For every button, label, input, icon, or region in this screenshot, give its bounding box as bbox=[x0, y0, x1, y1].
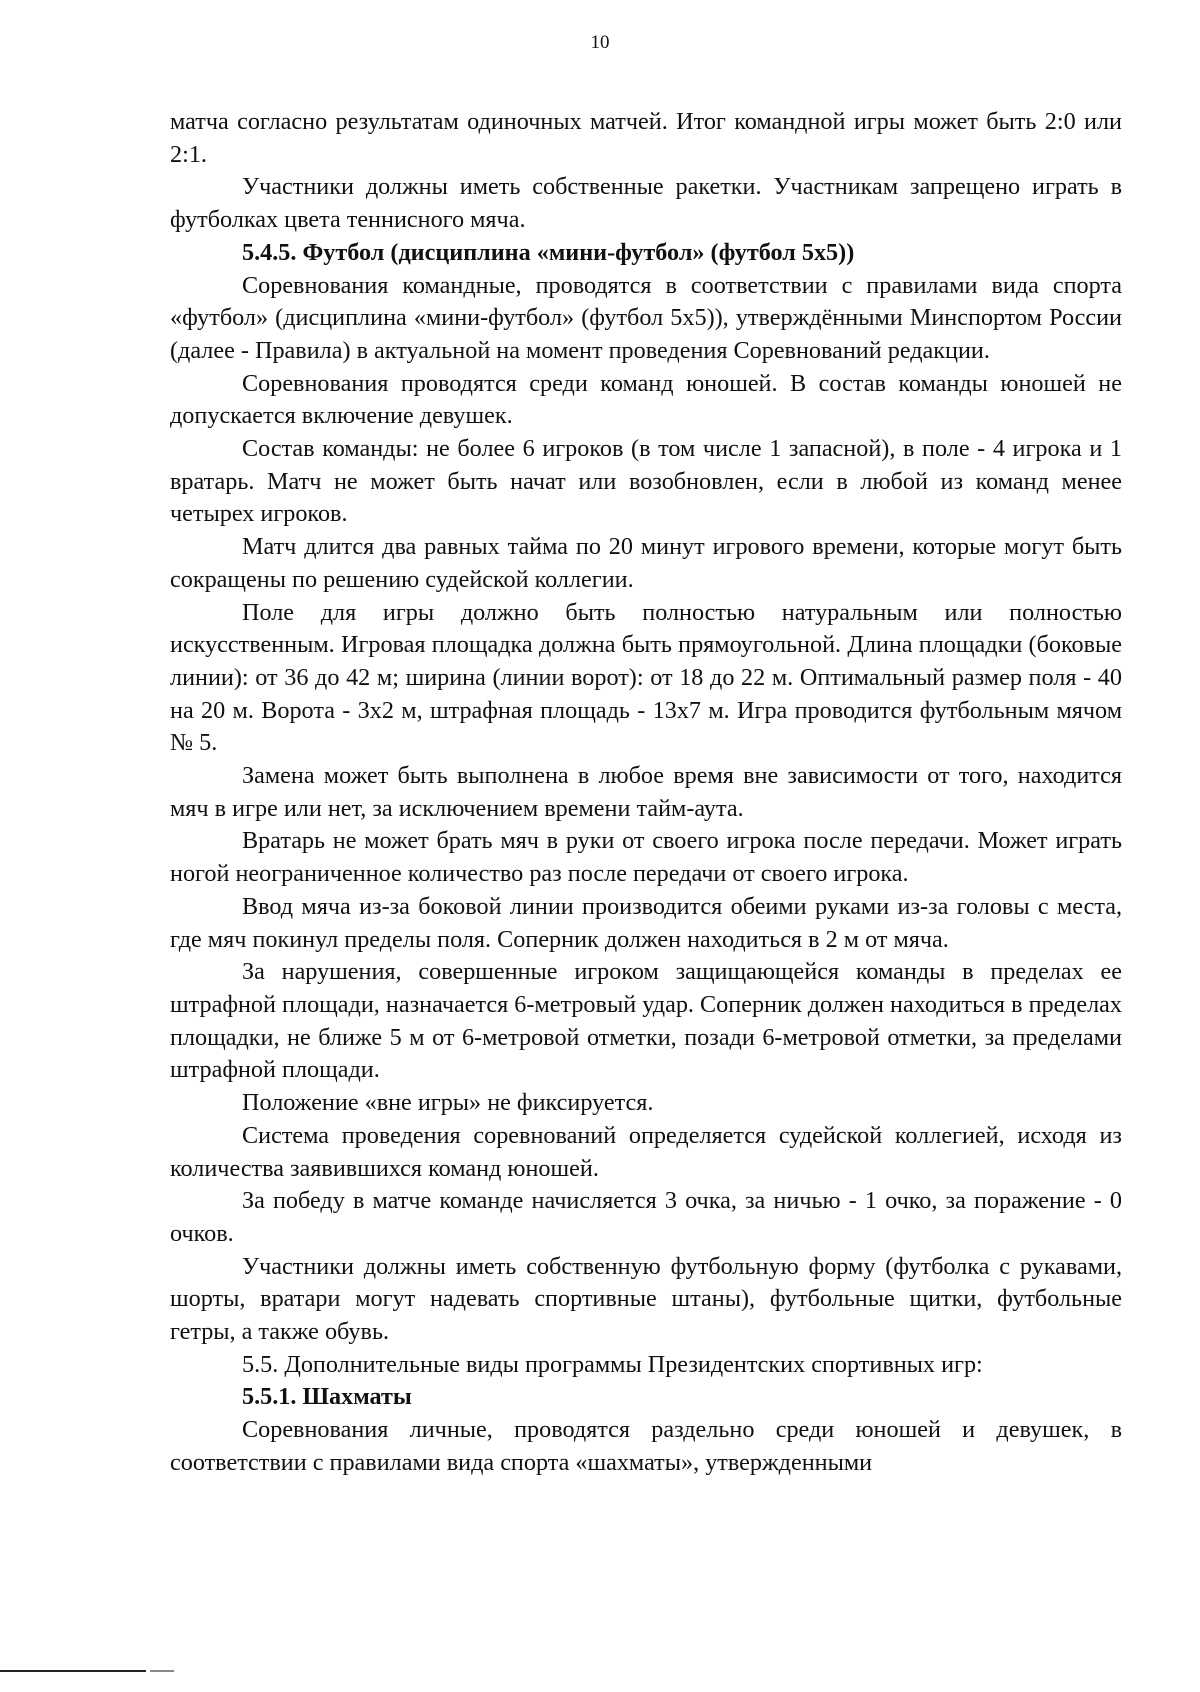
document-body bbox=[170, 106, 1122, 1480]
section-heading-football: 5.4.5. Футбол (дисциплина «мини-футбол» (футбол 5х5)) bbox=[242, 238, 855, 266]
paragraph-goalkeeper: Вратарь не может брать мяч в руки от своего игрока после передачи. Может играть ногой неограниченное количество раз после передачи от своего игрока. bbox=[170, 827, 1122, 888]
paragraph-penalty: За нарушения, совершенные игроком защищающейся команды в пределах ее штрафной площади, назначается 6-метровый удар. Соперник должен находиться в пределах площадки, не ближе 5 м от 6-метровой отметки, позади 6-метровой отметки, за пределами штрафной площади. bbox=[170, 958, 1122, 1084]
paragraph-match-duration: Матч длится два равных тайма по 20 минут игрового времени, которые могут быть сокращены по решению судейской коллегии. bbox=[170, 533, 1122, 593]
paragraph-substitution: Замена может быть выполнена в любое время вне зависимости от того, находится мяч в игре или нет, за исключением времени тайм-аута. bbox=[170, 762, 1122, 822]
page-number: 10 bbox=[590, 32, 610, 53]
paragraph-football-rules: Соревнования командные, проводятся в соответствии с правилами вида спорта «футбол» (дисциплина «мини-футбол» (футбол 5х5)), утверждёнными Минспортом России (далее - Правила) в актуальной на момент проведения Соревнований редакции. bbox=[170, 271, 1122, 364]
paragraph-field-size: Поле для игры должно быть полностью натуральным или полностью искусственным. Игровая площадка должна быть прямоугольной. Длина площадки (боковые линии): от 36 до 42 м; ширина (линии ворот): от 18 до 22 м. Оптимальный размер поля - 40 на 20 м. Ворота - 3х2 м, штрафная площадь - 13х7 м. Игра проводится футбольным мячом № 5. bbox=[170, 598, 1122, 757]
paragraph-match-result: матча согласно результатам одиночных матчей. Итог командной игры может быть 2:0 или 2:1. bbox=[170, 108, 1122, 168]
paragraph-team-composition: Состав команды: не более 6 игроков (в том числе 1 запасной), в поле - 4 игрока и 1 вратарь. Матч не может быть начат или возобновлен, если в любой из команд менее четырех игроков. bbox=[170, 435, 1122, 528]
paragraph-throw-in: Ввод мяча из-за боковой линии производится обеими руками из-за головы с места, где мяч покинул пределы поля. Соперник должен находиться в 2 м от мяча. bbox=[170, 892, 1122, 953]
section-heading-chess: 5.5.1. Шахматы bbox=[242, 1383, 412, 1411]
paragraph-chess-rules: Соревнования личные, проводятся раздельно среди юношей и девушек, в соответствии с правилами вида спорта «шахматы», утвержденными bbox=[170, 1416, 1122, 1476]
scan-edge-mark bbox=[0, 1670, 146, 1672]
paragraph-football-teams: Соревнования проводятся среди команд юношей. В состав команды юношей не допускается включение девушек. bbox=[170, 369, 1122, 430]
paragraph-offside: Положение «вне игры» не фиксируется. bbox=[242, 1089, 654, 1117]
paragraph-uniform: Участники должны иметь собственную футбольную форму (футболка с рукавами, шорты, вратари могут надевать спортивные штаны), футбольные щитки, футбольные гетры, а также обувь. bbox=[170, 1252, 1122, 1346]
scan-edge-mark bbox=[150, 1670, 174, 1672]
paragraph-additional-sports: 5.5. Дополнительные виды программы Президентских спортивных игр: bbox=[242, 1350, 983, 1378]
paragraph-competition-system: Система проведения соревнований определяется судейской коллегией, исходя из количества заявившихся команд юношей. bbox=[170, 1121, 1122, 1182]
paragraph-points: За победу в матче команде начисляется 3 очка, за ничью - 1 очко, за поражение - 0 очков. bbox=[170, 1187, 1122, 1247]
paragraph-rackets: Участники должны иметь собственные ракетки. Участникам запрещено играть в футболках цвета теннисного мяча. bbox=[170, 173, 1122, 234]
